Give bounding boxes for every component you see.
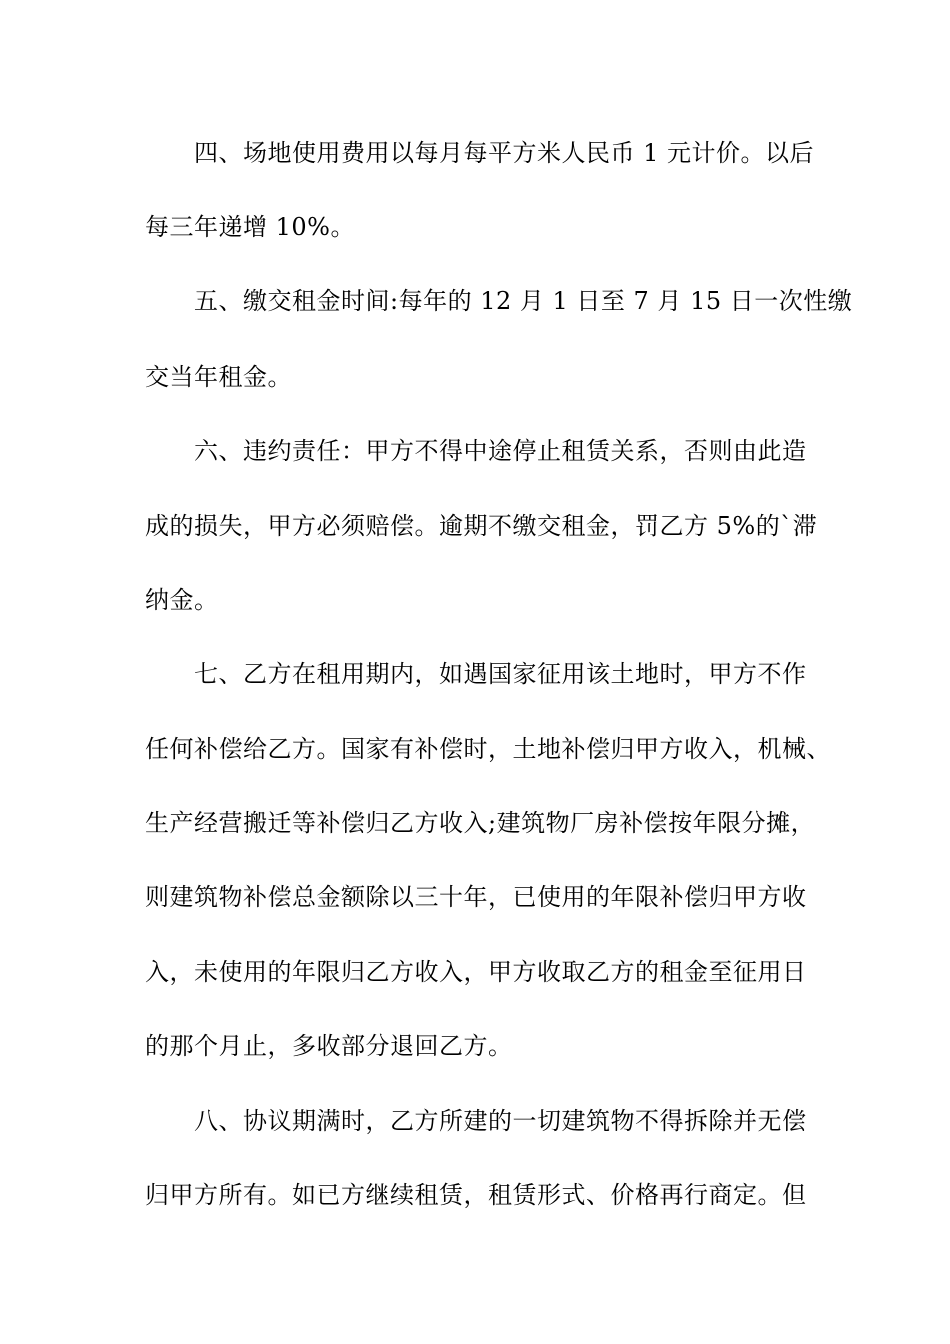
clause-7-line-6: 的那个月止，多收部分退回乙方。 bbox=[145, 1032, 513, 1060]
clause-6-line-3: 纳金。 bbox=[145, 586, 219, 614]
clause-5-line-2: 交当年租金。 bbox=[145, 363, 292, 391]
clause-4-line-1: 四、场地使用费用以每月每平方米人民币 1 元计价。以后 bbox=[194, 139, 815, 167]
clause-7-line-1: 七、乙方在租用期内，如遇国家征用该土地时，甲方不作 bbox=[194, 660, 807, 688]
clause-7-line-2: 任何补偿给乙方。国家有补偿时，土地补偿归甲方收入，机械、 bbox=[145, 735, 831, 763]
clause-5-line-1: 五、缴交租金时间:每年的 12 月 1 日至 7 月 15 日一次性缴 bbox=[194, 287, 853, 315]
clause-7-line-4: 则建筑物补偿总金额除以三十年，已使用的年限补偿归甲方收 bbox=[145, 883, 807, 911]
clause-8-line-1: 八、协议期满时，乙方所建的一切建筑物不得拆除并无偿 bbox=[194, 1107, 807, 1135]
clause-4-line-2: 每三年递增 10%。 bbox=[145, 213, 355, 241]
clause-8-line-2: 归甲方所有。如已方继续租赁，租赁形式、价格再行商定。但 bbox=[145, 1181, 807, 1209]
clause-7-line-3: 生产经营搬迁等补偿归乙方收入;建筑物厂房补偿按年限分摊， bbox=[145, 809, 816, 837]
clause-6-line-2: 成的损失，甲方必须赔偿。逾期不缴交租金，罚乙方 5%的`滞 bbox=[145, 512, 818, 540]
clause-7-line-5: 入，未使用的年限归乙方收入，甲方收取乙方的租金至征用日 bbox=[145, 958, 807, 986]
clause-6-line-1: 六、违约责任：甲方不得中途停止租赁关系，否则由此造 bbox=[194, 437, 807, 465]
